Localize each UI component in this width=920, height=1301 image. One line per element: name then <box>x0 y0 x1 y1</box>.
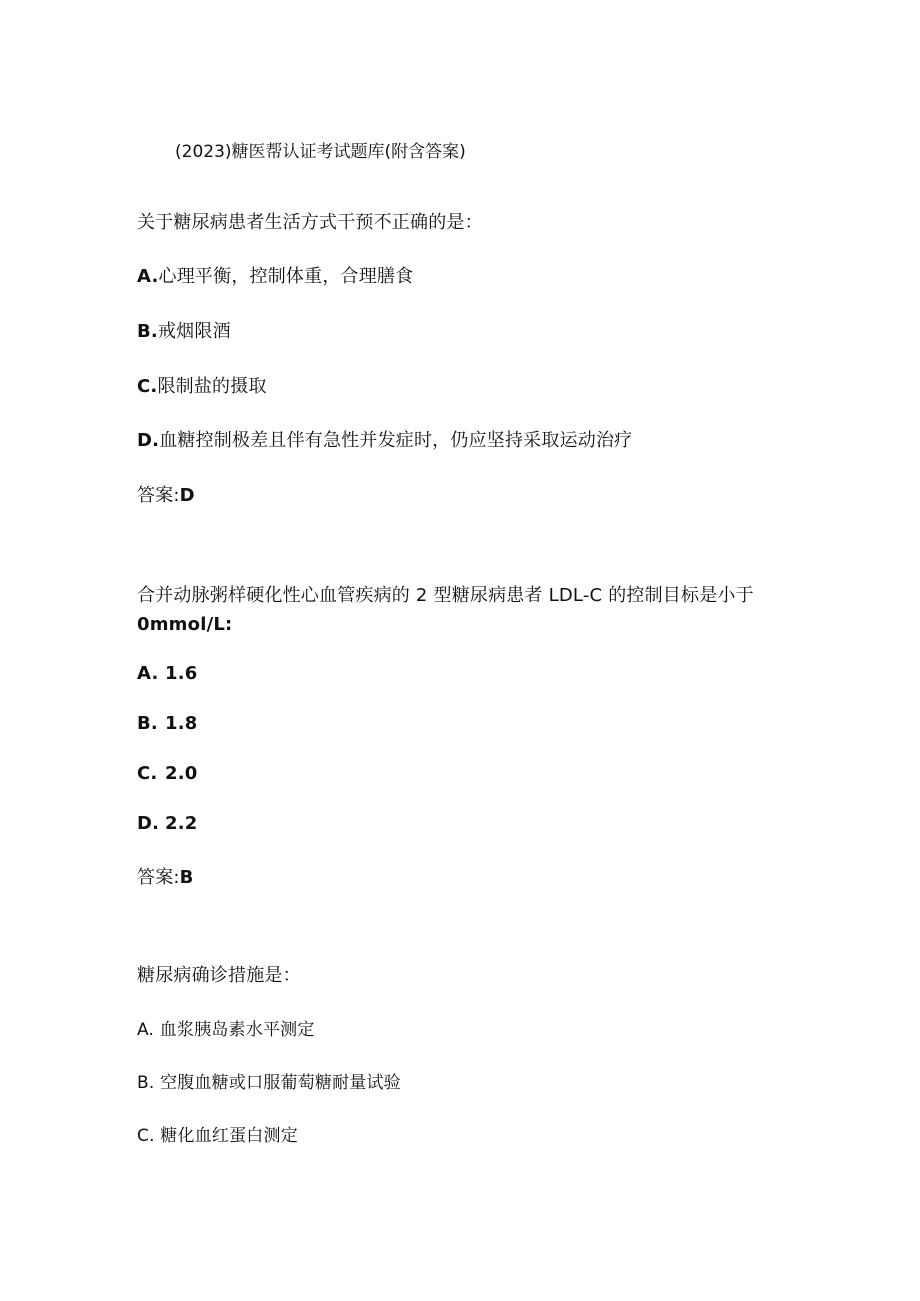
option-key: A. <box>137 266 159 287</box>
option-text: 空腹血糖或口服葡萄糖耐量试验 <box>160 1073 401 1093</box>
option-key: B. <box>137 321 158 342</box>
option-key: A. <box>137 663 159 684</box>
option-key: A. <box>137 1020 155 1040</box>
question-3-option-a <box>137 1018 315 1042</box>
answer-label: 答案: <box>137 485 180 506</box>
option-key: C. <box>137 1126 155 1146</box>
option-text: 血浆胰岛素水平测定 <box>159 1020 315 1040</box>
option-key: C. <box>137 376 158 397</box>
answer-value: B <box>179 867 194 888</box>
option-text: 戒烟限酒 <box>157 321 231 342</box>
question-1-stem: 关于糖尿病患者生活方式干预不正确的是： <box>137 212 483 233</box>
question-2-option-b <box>137 712 198 736</box>
option-text: 2.2 <box>165 813 198 834</box>
question-1-option-d <box>137 429 632 453</box>
option-text: 1.6 <box>165 663 198 684</box>
question-2-stem-line-2: 0mmol/L: <box>137 614 233 635</box>
document-title: (2023)糖医帮认证考试题库(附含答案) <box>175 142 466 162</box>
answer-value: D <box>179 485 195 506</box>
question-2-answer <box>137 866 194 890</box>
option-key: B. <box>137 713 158 734</box>
question-3-option-b <box>137 1071 401 1095</box>
question-1-option-c <box>137 375 267 399</box>
question-2-option-a <box>137 662 198 686</box>
option-text: 2.0 <box>165 763 198 784</box>
option-key: D. <box>137 813 160 834</box>
question-3-stem: 糖尿病确诊措施是： <box>137 965 301 986</box>
option-text: 血糖控制极差且伴有急性并发症时，仍应坚持采取运动治疗 <box>159 430 633 451</box>
question-1-answer <box>137 484 195 508</box>
option-key: B. <box>137 1073 155 1093</box>
question-2-option-c <box>137 762 198 786</box>
option-key: D. <box>137 430 160 451</box>
question-2-option-d <box>137 812 198 836</box>
option-text: 限制盐的摄取 <box>157 376 267 397</box>
option-text: 心理平衡，控制体重，合理膳食 <box>158 266 414 287</box>
answer-label: 答案: <box>137 867 180 888</box>
question-2-stem-line-1: 合并动脉粥样硬化性心血管疾病的 2 型糖尿病患者 LDL-C 的控制目标是小于 <box>137 585 754 606</box>
option-text: 糖化血红蛋白测定 <box>160 1126 298 1146</box>
option-text: 1.8 <box>165 713 198 734</box>
question-1-option-a <box>137 265 413 289</box>
question-1-option-b <box>137 320 231 344</box>
question-3-option-c <box>137 1124 298 1148</box>
option-key: C. <box>137 763 158 784</box>
